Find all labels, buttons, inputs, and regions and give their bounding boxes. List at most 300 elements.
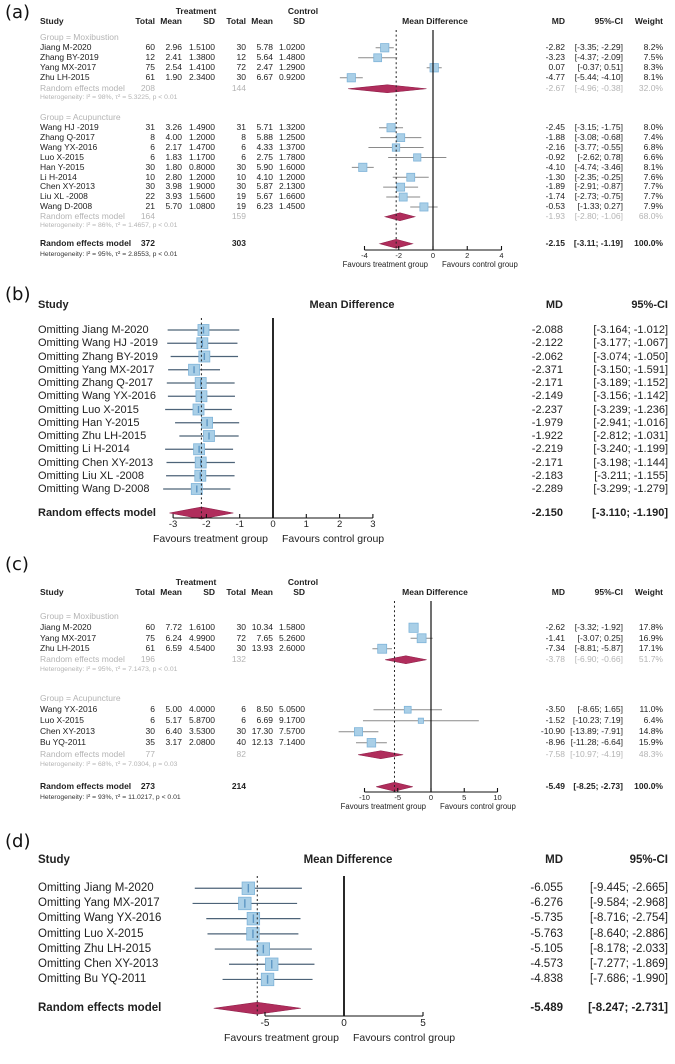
study-name: Omitting Zhu LH-2015: [38, 430, 147, 442]
study-name: Bu YQ-2011: [40, 737, 86, 747]
overall-weight-value: 100.0%: [634, 238, 663, 248]
subgroup-pooled-diamond: [385, 656, 426, 664]
overall-pooled-label: Random effects model: [38, 1002, 162, 1014]
subgroup-pooled-label: Random effects model: [40, 83, 125, 93]
ci-value: [-10.23; 7.19]: [572, 715, 623, 725]
study-name: Omitting Zhang BY-2019: [38, 350, 159, 363]
md-value: -2.371: [531, 363, 563, 376]
subgroup-pooled-diamond: [358, 751, 403, 759]
panel-label-a: (a): [5, 2, 31, 23]
ci-value: [-3.240; -1.199]: [593, 443, 668, 456]
group-label: Group = Acupuncture: [40, 112, 121, 122]
study-stat: 21: [145, 201, 155, 212]
weight-value: 6.6%: [643, 151, 663, 162]
study-stat: 30: [145, 161, 155, 172]
heterogeneity-note: Heterogeneity: I² = 68%, τ² = 7.0304, p = 0.03: [40, 760, 178, 768]
ci-value: [-13.89; -7.91]: [570, 726, 623, 736]
study-stat: 72: [236, 632, 246, 643]
study-stat: 17.30: [251, 726, 273, 736]
md-value: -4.838: [530, 973, 563, 986]
study-stat: 1.2500: [279, 131, 305, 142]
group-label: Group = Moxibustion: [40, 32, 119, 42]
study-stat: 8.50: [256, 704, 273, 714]
ci-value: [-3.150; -1.591]: [593, 363, 668, 376]
md-value: -2.45: [545, 122, 565, 132]
study-stat: 1.4800: [279, 52, 305, 62]
study-stat: 4.10: [256, 171, 273, 182]
favours-right-label: Favours control group: [282, 533, 385, 545]
study-stat: 7.65: [256, 632, 273, 643]
ci-value: [-3.35; -2.29]: [574, 42, 623, 52]
study-name: Omitting Chen XY-2013: [38, 958, 159, 970]
study-name: Omitting Luo X-2015: [38, 927, 144, 940]
column-header-mean: Mean: [251, 587, 273, 597]
study-stat: 1.1700: [189, 151, 215, 162]
study-stat: 30: [236, 181, 246, 192]
study-stat: 30: [236, 643, 246, 653]
md-value: -2.088: [531, 324, 563, 336]
axis-tick-label: -5: [260, 1018, 270, 1029]
ci-value: [-11.28; -6.64]: [570, 737, 623, 747]
study-name: Li H-2014: [40, 171, 77, 182]
study-stat: 5.2600: [279, 632, 305, 643]
subgroup-weight-value: 68.0%: [638, 211, 663, 221]
study-stat: 1.2900: [279, 62, 305, 72]
study-stat: 0.9200: [279, 72, 305, 82]
column-header-total: Total: [226, 587, 246, 597]
md-value: -1.41: [545, 632, 565, 643]
group-label: Group = Moxibustion: [40, 611, 119, 621]
subgroup-total-treatment: 196: [140, 654, 155, 664]
study-stat: 4.9900: [189, 632, 215, 643]
study-stat: 19: [236, 191, 246, 202]
study-stat: 3.5300: [189, 726, 215, 736]
subgroup-ci-value: [-4.96; -0.38]: [574, 83, 623, 93]
overall-pooled-label: Random effects model: [40, 238, 132, 248]
column-header-sd: SD: [293, 15, 305, 26]
heterogeneity-note: Heterogeneity: I² = 86%, τ² = 1.4657, p < 0.01: [40, 222, 178, 229]
ci-value: [-3.239; -1.236]: [593, 403, 668, 416]
study-stat: 6: [241, 151, 246, 162]
study-stat: 35: [145, 737, 155, 747]
study-stat: 10: [236, 171, 246, 182]
study-stat: 5.8700: [189, 715, 215, 725]
study-name: Omitting Wang YX-2016: [38, 912, 162, 925]
overall-total-treatment: 372: [140, 238, 155, 248]
panel-label-d: (d): [5, 831, 31, 852]
subgroup-md-value: -2.67: [545, 83, 565, 93]
axis-tick-label: 5: [462, 793, 467, 802]
ci-value: [-3.198; -1.144]: [593, 456, 668, 469]
subgroup-ci-value: [-10.97; -4.19]: [570, 749, 623, 759]
study-name: Omitting Bu YQ-2011: [38, 973, 147, 986]
axis-tick-label: 5: [420, 1018, 426, 1029]
study-name: Liu XL -2008: [40, 191, 88, 202]
study-stat: 1.6100: [189, 622, 215, 632]
study-name: Chen XY-2013: [40, 181, 95, 192]
study-stat: 1.80: [165, 161, 182, 172]
study-stat: 1.83: [165, 151, 182, 162]
overall-md-value: -5.49: [545, 781, 565, 791]
study-stat: 1.4900: [189, 122, 215, 132]
subgroup-total-control: 132: [231, 654, 246, 664]
study-stat: 1.3800: [189, 52, 215, 62]
subgroup-md-value: -7.58: [545, 749, 565, 759]
study-name: Wang YX-2016: [40, 704, 98, 714]
overall-ci-value: [-3.110; -1.190]: [592, 507, 668, 519]
study-name: Omitting Wang YX-2016: [38, 390, 157, 403]
study-name: Han Y-2015: [40, 161, 85, 172]
study-stat: 30: [236, 161, 246, 172]
study-stat: 2.80: [165, 171, 182, 182]
study-stat: 30: [236, 42, 246, 52]
axis-tick-label: 0: [430, 251, 436, 260]
weight-value: 15.9%: [638, 737, 663, 747]
study-name: Zhang BY-2019: [40, 52, 99, 62]
ci-value: [-3.08; -0.68]: [574, 131, 623, 142]
study-name: Omitting Yang MX-2017: [38, 363, 155, 376]
study-stat: 1.5600: [189, 191, 215, 202]
study-stat: 0.8000: [189, 161, 215, 172]
subgroup-total-treatment: 164: [140, 211, 155, 221]
md-value: -2.289: [531, 483, 563, 495]
heterogeneity-note: Heterogeneity: I² = 95%, τ² = 7.1473, p < 0.01: [40, 665, 178, 673]
overall-pooled-label: Random effects model: [38, 507, 156, 519]
study-stat: 31: [236, 122, 246, 132]
favours-left-label: Favours treatment group: [224, 1032, 339, 1044]
ci-value: [-3.189; -1.152]: [593, 377, 668, 389]
study-stat: 6.67: [256, 72, 273, 82]
effect-square: [409, 623, 418, 632]
column-header-md: MD: [545, 299, 563, 311]
study-stat: 2.17: [165, 141, 182, 152]
study-stat: 1.5800: [279, 622, 305, 632]
panel-label-c: (c): [5, 554, 29, 575]
study-stat: 6.24: [165, 632, 182, 643]
study-name: Luo X-2015: [40, 151, 84, 162]
study-stat: 6.69: [256, 715, 273, 725]
study-stat: 5.0500: [279, 704, 305, 714]
ci-value: [-5.44; -4.10]: [574, 72, 623, 82]
study-stat: 1.7800: [279, 151, 305, 162]
md-value: -2.171: [531, 456, 563, 469]
study-name: Jiang M-2020: [40, 42, 92, 52]
column-header-sd: SD: [203, 587, 215, 597]
ci-value: [-9.584; -2.968]: [590, 897, 668, 910]
study-stat: 6.23: [256, 201, 273, 212]
ci-value: [-4.74; -3.46]: [574, 161, 623, 172]
subgroup-pooled-label: Random effects model: [40, 654, 125, 664]
study-stat: 2.1300: [279, 181, 305, 192]
overall-ci-value: [-3.11; -1.19]: [573, 238, 623, 248]
ci-value: [-8.65; 1.65]: [577, 704, 623, 714]
subgroup-weight-value: 51.7%: [638, 654, 663, 664]
axis-tick-label: 2: [465, 251, 470, 260]
weight-value: 6.4%: [643, 715, 663, 725]
study-stat: 10.34: [251, 622, 273, 632]
column-header-study: Study: [38, 299, 69, 311]
column-header-md: MD: [551, 15, 565, 26]
ci-value: [-8.178; -2.033]: [590, 942, 668, 955]
weight-value: 6.8%: [643, 141, 663, 152]
ci-value: [-9.445; -2.665]: [590, 882, 668, 894]
study-stat: 60: [145, 42, 155, 52]
study-stat: 75: [145, 62, 155, 72]
column-header-total: Total: [135, 587, 155, 597]
study-stat: 5.70: [165, 201, 182, 212]
column-header-study: Study: [40, 587, 64, 597]
ci-value: [-3.07; 0.25]: [577, 632, 623, 643]
study-stat: 7.5700: [279, 726, 305, 736]
study-stat: 7.1400: [279, 737, 305, 747]
ci-value: [-1.33; 0.27]: [577, 201, 623, 212]
column-header-weight: Weight: [634, 587, 663, 597]
weight-value: 8.1%: [643, 72, 663, 82]
effect-square: [374, 54, 382, 62]
overall-ci-value: [-8.25; -2.73]: [573, 781, 623, 791]
effect-square: [430, 64, 438, 72]
study-stat: 1.4100: [189, 62, 215, 72]
favours-left-label: Favours treatment group: [342, 260, 428, 269]
study-stat: 1.0800: [189, 201, 215, 212]
weight-value: 17.8%: [638, 622, 663, 632]
overall-pooled-label: Random effects model: [40, 781, 132, 791]
group-label: Group = Acupuncture: [40, 693, 121, 703]
md-value: -1.979: [531, 416, 563, 429]
effect-square: [418, 718, 423, 723]
effect-square: [397, 183, 405, 191]
study-stat: 1.3200: [279, 122, 305, 132]
column-header-control: Control: [287, 6, 319, 16]
effect-square: [407, 173, 415, 181]
study-name: Luo X-2015: [40, 715, 84, 725]
study-stat: 6: [241, 715, 246, 725]
weight-value: 8.3%: [643, 62, 663, 72]
study-name: Zhu LH-2015: [40, 643, 90, 653]
column-header-ci: 95%-CI: [594, 15, 623, 26]
md-value: -6.276: [530, 897, 563, 910]
study-stat: 3.17: [165, 737, 182, 747]
column-header-study: Study: [38, 854, 70, 866]
md-value: -10.90: [540, 726, 565, 736]
column-header-mean-difference: Mean Difference: [402, 587, 468, 597]
study-stat: 5.67: [256, 191, 273, 202]
md-value: -1.89: [545, 181, 565, 192]
effect-square: [420, 203, 428, 211]
md-value: -5.735: [530, 912, 563, 925]
subgroup-total-control: 82: [236, 749, 246, 759]
column-header-sd: SD: [293, 587, 305, 597]
weight-value: 7.7%: [643, 191, 663, 202]
study-stat: 10: [145, 171, 155, 182]
study-stat: 12.13: [251, 737, 273, 747]
subgroup-total-control: 144: [231, 83, 246, 93]
overall-heterogeneity-note: Heterogeneity: I² = 93%, τ² = 11.0217, p < 0.01: [40, 794, 181, 801]
study-stat: 61: [145, 643, 155, 653]
weight-value: 7.5%: [643, 52, 663, 62]
ci-value: [-2.73; -0.75]: [574, 191, 623, 202]
subgroup-weight-value: 32.0%: [638, 83, 663, 93]
ci-value: [-3.77; -0.55]: [574, 141, 623, 152]
study-stat: 2.41: [165, 52, 182, 62]
effect-square: [399, 193, 407, 201]
column-header-ci: 95%-CI: [629, 854, 668, 866]
column-header-mean: Mean: [160, 587, 182, 597]
ci-value: [-7.277; -1.869]: [590, 958, 668, 970]
study-name: Jiang M-2020: [40, 622, 92, 632]
study-name: Omitting Chen XY-2013: [38, 456, 154, 469]
md-value: -1.88: [545, 131, 565, 142]
study-stat: 5.00: [165, 704, 182, 714]
axis-tick-label: 4: [499, 251, 504, 260]
study-stat: 4.0000: [189, 704, 215, 714]
study-stat: 5.87: [256, 181, 273, 192]
ci-value: [-7.686; -1.990]: [590, 973, 668, 986]
study-stat: 5.71: [256, 122, 273, 132]
study-stat: 7.72: [165, 622, 182, 632]
ci-value: [-0.37; 0.51]: [577, 62, 623, 72]
study-name: Zhu LH-2015: [40, 72, 90, 82]
study-stat: 6: [150, 704, 155, 714]
study-stat: 1.90: [165, 72, 182, 82]
weight-value: 11.0%: [639, 704, 663, 714]
ci-value: [-3.299; -1.279]: [593, 483, 668, 495]
md-value: -1.30: [545, 171, 565, 182]
study-name: Omitting Zhang Q-2017: [38, 377, 153, 389]
overall-md-value: -2.15: [545, 238, 565, 248]
study-stat: 6: [150, 715, 155, 725]
study-stat: 6: [150, 151, 155, 162]
subgroup-md-value: -3.78: [545, 654, 565, 664]
column-header-treatment: Treatment: [175, 6, 217, 16]
study-stat: 30: [236, 726, 246, 736]
study-stat: 61: [145, 72, 155, 82]
column-header-md: MD: [545, 854, 563, 866]
study-stat: 30: [236, 622, 246, 632]
ci-value: [-4.37; -2.09]: [574, 52, 623, 62]
subgroup-weight-value: 48.3%: [638, 749, 663, 759]
ci-value: [-8.81; -5.87]: [574, 643, 623, 653]
column-header-weight: Weight: [634, 15, 663, 26]
study-stat: 2.6000: [279, 643, 305, 653]
axis-tick-label: 0: [428, 793, 434, 802]
study-stat: 5.88: [256, 131, 273, 142]
study-name: Wang HJ -2019: [40, 122, 99, 132]
md-value: -4.573: [530, 958, 563, 970]
study-stat: 1.5100: [189, 42, 215, 52]
ci-value: [-3.177; -1.067]: [593, 337, 668, 350]
study-name: Yang MX-2017: [40, 632, 97, 643]
subgroup-pooled-label: Random effects model: [40, 211, 125, 221]
subgroup-total-treatment: 208: [140, 83, 155, 93]
study-stat: 1.2000: [189, 171, 215, 182]
axis-tick-label: -1: [235, 519, 244, 530]
column-header-sd: SD: [203, 15, 215, 26]
study-stat: 2.3400: [189, 72, 215, 82]
study-name: Wang YX-2016: [40, 141, 98, 152]
study-name: Chen XY-2013: [40, 726, 95, 736]
axis-tick-label: -3: [168, 519, 178, 530]
effect-square: [404, 706, 411, 713]
study-stat: 5.64: [256, 52, 273, 62]
study-stat: 75: [145, 632, 155, 643]
study-stat: 6.40: [165, 726, 182, 736]
study-stat: 5.90: [256, 161, 273, 172]
study-stat: 31: [145, 122, 155, 132]
study-stat: 72: [236, 62, 246, 72]
axis-tick-label: 1: [303, 519, 309, 530]
study-stat: 4.33: [256, 141, 273, 152]
study-stat: 1.2000: [279, 171, 305, 182]
panel-label-b: (b): [5, 284, 31, 305]
study-stat: 4.5400: [189, 643, 215, 653]
favours-right-label: Favours control group: [442, 260, 518, 269]
study-stat: 40: [236, 737, 246, 747]
effect-square: [359, 163, 367, 171]
weight-value: 8.0%: [643, 122, 663, 132]
ci-value: [-3.156; -1.142]: [593, 390, 668, 403]
study-name: Omitting Luo X-2015: [38, 403, 139, 416]
study-stat: 3.26: [165, 122, 182, 132]
study-stat: 6.59: [165, 643, 182, 653]
md-value: -3.50: [545, 704, 565, 714]
md-value: -2.149: [531, 390, 563, 403]
weight-value: 7.6%: [643, 171, 663, 182]
column-header-study: Study: [40, 15, 64, 26]
ci-value: [-2.941; -1.016]: [593, 416, 668, 429]
study-stat: 2.96: [165, 42, 182, 52]
study-stat: 4.00: [165, 131, 182, 142]
ci-value: [-3.32; -1.92]: [574, 622, 623, 632]
weight-value: 16.9%: [638, 632, 663, 643]
md-value: -2.171: [531, 377, 563, 389]
study-stat: 30: [145, 726, 155, 736]
ci-value: [-8.640; -2.886]: [590, 927, 668, 940]
weight-value: 14.8%: [638, 726, 663, 736]
study-stat: 1.6000: [279, 161, 305, 172]
md-value: -2.062: [531, 350, 563, 363]
axis-tick-label: -2: [202, 519, 211, 530]
md-value: -3.23: [545, 52, 565, 62]
column-header-md: MD: [551, 587, 565, 597]
subgroup-total-treatment: 77: [145, 749, 155, 759]
axis-tick-label: 2: [336, 519, 343, 530]
study-name: Omitting Wang D-2008: [38, 483, 150, 495]
md-value: -4.10: [545, 161, 565, 172]
study-name: Omitting Liu XL -2008: [38, 469, 144, 482]
md-value: -2.82: [545, 42, 565, 52]
md-value: -4.77: [545, 72, 565, 82]
ci-value: [-2.91; -0.87]: [574, 181, 623, 192]
study-stat: 9.1700: [279, 715, 305, 725]
md-value: -2.183: [531, 469, 563, 482]
column-header-mean-difference: Mean Difference: [309, 299, 395, 311]
md-value: -5.105: [530, 942, 563, 955]
column-header-mean: Mean: [251, 15, 273, 26]
ci-value: [-2.62; 0.78]: [577, 151, 623, 162]
md-value: -1.52: [545, 715, 565, 725]
ci-value: [-2.35; -0.25]: [574, 171, 623, 182]
md-value: -5.763: [530, 927, 563, 940]
study-stat: 3.98: [165, 181, 182, 192]
md-value: -1.74: [545, 191, 565, 202]
ci-value: [-3.211; -1.155]: [594, 469, 668, 482]
column-header-total: Total: [135, 15, 155, 26]
column-header-ci: 95%-CI: [594, 587, 623, 597]
study-stat: 8: [241, 131, 246, 142]
study-name: Omitting Li H-2014: [38, 443, 130, 456]
md-value: -0.53: [545, 201, 565, 212]
